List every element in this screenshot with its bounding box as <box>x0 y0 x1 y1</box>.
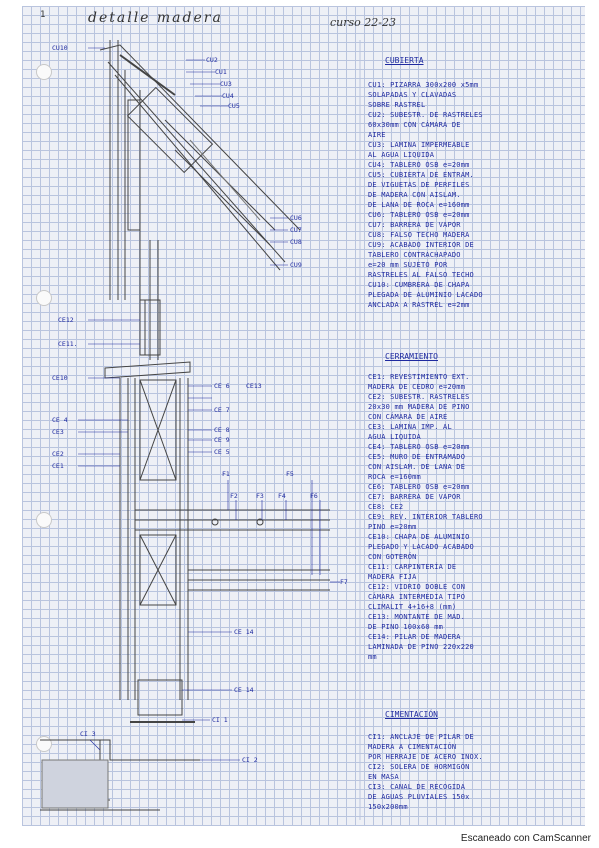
note-line: AIRE <box>368 131 386 139</box>
note-line: CU9: ACABADO INTERIOR DE <box>368 241 474 249</box>
notes-cimentacion <box>368 732 483 812</box>
notes-cubierta <box>368 80 483 310</box>
label-f7: F7 <box>340 578 348 586</box>
note-line: 20x30 mm MADERA DE PINO <box>368 403 470 411</box>
label-cu1: CU1 <box>215 68 227 76</box>
label-ce8: CE 8 <box>214 426 230 434</box>
note-line: PLEGADA DE ALUMINIO LACADO <box>368 291 483 299</box>
note-line: PINO e=20mm <box>368 523 417 531</box>
note-line: AGUA LIQUIDA <box>368 433 421 441</box>
label-ce5: CE 5 <box>214 448 230 456</box>
note-line: CU4: TABLERO OSB e=20mm <box>368 161 470 169</box>
label-ce1: CE1 <box>52 462 64 470</box>
note-line: CE3: LAMINA IMP. AL <box>368 423 452 431</box>
note-line: CE13: MONTANTE DE MAD. <box>368 613 466 621</box>
note-line: CLIMALIT 4+16+8 (mm) <box>368 603 457 611</box>
note-line: CE11: CARPINTERÍA DE <box>368 563 457 571</box>
note-line: 60x30mm CON CÁMARA DE <box>368 121 461 129</box>
note-line: CE5: MURO DE ENTRAMADO <box>368 453 466 461</box>
note-line: EN MASA <box>368 773 399 781</box>
label-ce2: CE2 <box>52 450 64 458</box>
section-title-cimentacion: CIMENTACIÓN <box>385 710 438 719</box>
label-ci2: CI 2 <box>242 756 258 764</box>
note-line: AL AGUA LIQUIDA <box>368 151 435 159</box>
page-title: detalle madera <box>88 10 223 26</box>
note-line: CI1: ANCLAJE DE PILAR DE <box>368 733 474 741</box>
label-ce14-upper: CE 14 <box>234 628 254 636</box>
notes-cerramiento <box>368 372 483 662</box>
label-f4: F4 <box>278 492 286 500</box>
label-ce14-lower: CE 14 <box>234 686 254 694</box>
note-line: ANCLADA A RASTREL e=2mm <box>368 301 470 309</box>
note-line: CU7: BARRERA DE VAPOR <box>368 221 461 229</box>
label-ci3: CI 3 <box>80 730 96 738</box>
label-ce6: CE 6 <box>214 382 230 390</box>
note-line: CON GOTERÓN <box>368 553 417 561</box>
note-line: CE6: TABLERO OSB e=20mm <box>368 483 470 491</box>
note-line: CU2: SUBESTR. DE RASTRELES <box>368 111 483 119</box>
label-cu8: CU8 <box>290 238 302 246</box>
note-line: CÁMARA INTERMEDIA TIPO <box>368 593 466 601</box>
label-cu6: CU6 <box>290 214 302 222</box>
note-line: MADERA A CIMENTACIÓN <box>368 743 457 751</box>
note-line: CON CÁMARA DE AIRE <box>368 413 448 421</box>
note-line: CU3: LAMINA IMPERMEABLE <box>368 141 470 149</box>
course-label: curso 22-23 <box>330 16 396 29</box>
note-line: CU10: CUMBRERA DE CHAPA <box>368 281 470 289</box>
note-line: LAMINADA DE PINO 220x220 <box>368 643 474 651</box>
label-f3: F3 <box>256 492 264 500</box>
label-ci1: CI 1 <box>212 716 228 724</box>
note-line: CE7: BARRERA DE VAPOR <box>368 493 461 501</box>
label-cu2: CU2 <box>206 56 218 64</box>
note-line: DE LANA DE ROCA e=160mm <box>368 201 470 209</box>
note-line: RASTRELES AL FALSO TECHO <box>368 271 474 279</box>
note-line: 150x200mm <box>368 803 408 811</box>
label-cu7: CU7 <box>290 226 302 234</box>
note-line: SOLAPADAS Y CLAVADAS <box>368 91 457 99</box>
note-line: CE9: REV. INTERIOR TABLERO <box>368 513 483 521</box>
label-ce3: CE3 <box>52 428 64 436</box>
note-line: DE MADERA CON AISLAM. <box>368 191 461 199</box>
note-line: CI3: CANAL DE RECOGIDA <box>368 783 466 791</box>
note-line: CON AISLAM. DE LANA DE <box>368 463 466 471</box>
label-ce11: CE11. <box>58 340 78 348</box>
label-f5: F5 <box>286 470 294 478</box>
section-title-cubierta: CUBIERTA <box>385 56 424 65</box>
note-line: e=20 mm SUJETO POR <box>368 261 448 269</box>
note-line: ROCA e=160mm <box>368 473 421 481</box>
note-line: CE10: CHAPA DE ALUMINIO <box>368 533 470 541</box>
note-line: MADERA FIJA <box>368 573 417 581</box>
note-line: DE PINO 100x60 mm <box>368 623 444 631</box>
note-line: MADERA DE CEDRO e=20mm <box>368 383 466 391</box>
label-ce9: CE 9 <box>214 436 230 444</box>
note-line: CI2: SOLERA DE HORMIGÓN <box>368 763 470 771</box>
label-ce13: CE13 <box>246 382 262 390</box>
label-cu9: CU9 <box>290 261 302 269</box>
page-number: 1 <box>40 10 46 20</box>
note-line: DE VIGUETAS DE PERFILES <box>368 181 470 189</box>
note-line: CU8: FALSO TECHO MADERA <box>368 231 470 239</box>
note-line: SOBRE RASTREL <box>368 101 426 109</box>
label-cu4: CU4 <box>222 92 234 100</box>
scanner-footer: Escaneado con CamScanner <box>460 833 591 844</box>
label-f6: F6 <box>310 492 318 500</box>
label-f1: F1 <box>222 470 230 478</box>
label-cu3: CU3 <box>220 80 232 88</box>
note-line: CE4: TABLERO OSB e=20mm <box>368 443 470 451</box>
note-line: CE12: VIDRIO DOBLE CON <box>368 583 466 591</box>
note-line: POR HERRAJE DE ACERO INOX. <box>368 753 483 761</box>
label-ce10: CE10 <box>52 374 68 382</box>
note-line: mm <box>368 653 377 661</box>
note-line: CE14: PILAR DE MADERA <box>368 633 461 641</box>
note-line: CE2: SUBESTR. RASTRELES <box>368 393 470 401</box>
note-line: TABLERO CONTRACHAPADO <box>368 251 461 259</box>
label-cu5: CU5 <box>228 102 240 110</box>
note-line: CU5: CUBIERTA DE ENTRAM. <box>368 171 474 179</box>
note-line: DE AGUAS PLUVIALES 150x <box>368 793 470 801</box>
label-ce4: CE 4 <box>52 416 68 424</box>
note-line: CE1: REVESTIMIENTO EXT. <box>368 373 470 381</box>
label-ce7: CE 7 <box>214 406 230 414</box>
section-title-cerramiento: CERRAMIENTO <box>385 352 438 361</box>
label-ce12: CE12 <box>58 316 74 324</box>
label-f2: F2 <box>230 492 238 500</box>
note-line: CU1: PIZARRA 300x200 x5mm <box>368 81 479 89</box>
label-cu10: CU10 <box>52 44 68 52</box>
note-line: CE8: CE2 <box>368 503 404 511</box>
note-line: PLEGADO Y LACADO ACABADO <box>368 543 474 551</box>
note-line: CU6: TABLERO OSB e=20mm <box>368 211 470 219</box>
